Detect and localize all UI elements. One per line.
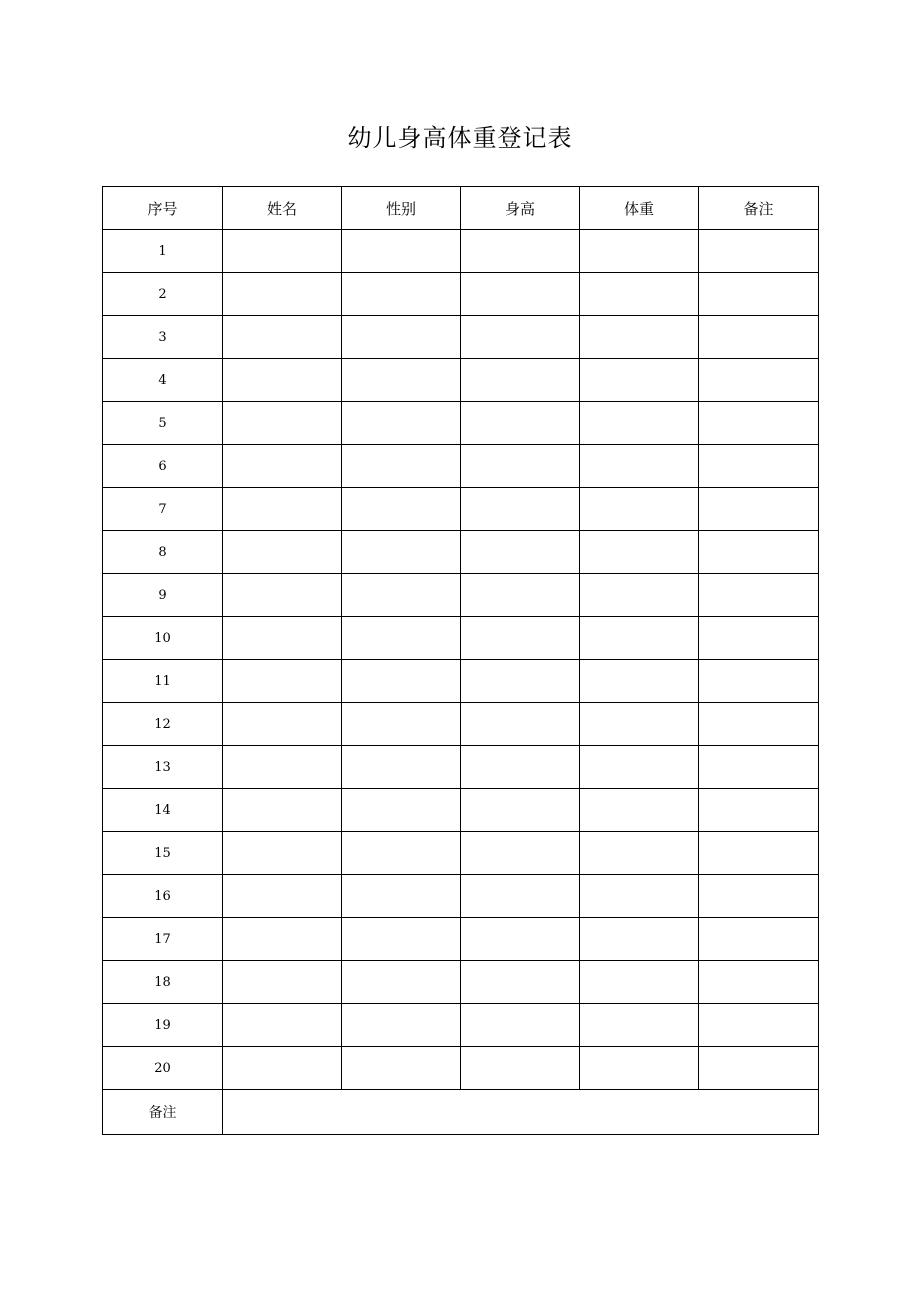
- weight-cell[interactable]: [580, 660, 699, 703]
- name-cell[interactable]: [223, 488, 342, 531]
- row-index: 6: [103, 445, 223, 488]
- height-cell[interactable]: [461, 445, 580, 488]
- height-cell[interactable]: [461, 832, 580, 875]
- height-cell[interactable]: [461, 961, 580, 1004]
- note-cell[interactable]: [699, 703, 819, 746]
- table-row: [103, 359, 819, 402]
- note-cell[interactable]: [699, 789, 819, 832]
- height-cell[interactable]: [461, 402, 580, 445]
- name-cell[interactable]: [223, 359, 342, 402]
- weight-cell[interactable]: [580, 918, 699, 961]
- table-header-row: [103, 187, 819, 230]
- gender-cell[interactable]: [342, 445, 461, 488]
- table-row: [103, 918, 819, 961]
- weight-cell[interactable]: [580, 445, 699, 488]
- gender-cell[interactable]: [342, 617, 461, 660]
- gender-cell[interactable]: [342, 574, 461, 617]
- weight-cell[interactable]: [580, 574, 699, 617]
- height-cell[interactable]: [461, 918, 580, 961]
- table-row: [103, 230, 819, 273]
- table-row: [103, 789, 819, 832]
- weight-cell[interactable]: [580, 1004, 699, 1047]
- note-cell[interactable]: [699, 1004, 819, 1047]
- gender-cell[interactable]: [342, 961, 461, 1004]
- weight-cell[interactable]: [580, 789, 699, 832]
- note-cell[interactable]: [699, 875, 819, 918]
- name-cell[interactable]: [223, 402, 342, 445]
- table-row: [103, 316, 819, 359]
- table-row: [103, 660, 819, 703]
- name-cell[interactable]: [223, 746, 342, 789]
- height-cell[interactable]: [461, 1004, 580, 1047]
- table-row: [103, 875, 819, 918]
- height-cell[interactable]: [461, 746, 580, 789]
- row-index: 8: [103, 531, 223, 574]
- table-body: [103, 230, 819, 1090]
- table-row: [103, 488, 819, 531]
- table-row: [103, 961, 819, 1004]
- note-cell[interactable]: [699, 402, 819, 445]
- weight-cell[interactable]: [580, 359, 699, 402]
- height-cell[interactable]: [461, 273, 580, 316]
- row-index: 1: [103, 230, 223, 273]
- weight-cell[interactable]: [580, 832, 699, 875]
- header-name: 姓名: [223, 187, 342, 230]
- gender-cell[interactable]: [342, 230, 461, 273]
- page-title: 幼儿身高体重登记表: [347, 124, 573, 152]
- weight-cell[interactable]: [580, 703, 699, 746]
- row-index: 10: [103, 617, 223, 660]
- name-cell[interactable]: [223, 531, 342, 574]
- gender-cell[interactable]: [342, 832, 461, 875]
- table-row: [103, 703, 819, 746]
- gender-cell[interactable]: [342, 746, 461, 789]
- name-cell[interactable]: [223, 445, 342, 488]
- note-cell[interactable]: [699, 531, 819, 574]
- row-index: 15: [103, 832, 223, 875]
- row-index: 20: [103, 1047, 223, 1090]
- weight-cell[interactable]: [580, 746, 699, 789]
- name-cell[interactable]: [223, 961, 342, 1004]
- gender-cell[interactable]: [342, 531, 461, 574]
- note-cell[interactable]: [699, 316, 819, 359]
- name-cell[interactable]: [223, 789, 342, 832]
- weight-cell[interactable]: [580, 273, 699, 316]
- name-cell[interactable]: [223, 875, 342, 918]
- name-cell[interactable]: [223, 316, 342, 359]
- header-weight: 体重: [580, 187, 699, 230]
- weight-cell[interactable]: [580, 531, 699, 574]
- row-index: 14: [103, 789, 223, 832]
- name-cell[interactable]: [223, 1047, 342, 1090]
- weight-cell[interactable]: [580, 402, 699, 445]
- gender-cell[interactable]: [342, 359, 461, 402]
- remarks-label: 备注: [103, 1090, 223, 1135]
- gender-cell[interactable]: [342, 1004, 461, 1047]
- height-cell[interactable]: [461, 574, 580, 617]
- remarks-field[interactable]: [223, 1090, 819, 1135]
- weight-cell[interactable]: [580, 488, 699, 531]
- table-row: [103, 402, 819, 445]
- table-row: [103, 1047, 819, 1090]
- row-index: 2: [103, 273, 223, 316]
- gender-cell[interactable]: [342, 488, 461, 531]
- name-cell[interactable]: [223, 832, 342, 875]
- height-cell[interactable]: [461, 359, 580, 402]
- remarks-row: [103, 1090, 819, 1135]
- note-cell[interactable]: [699, 961, 819, 1004]
- name-cell[interactable]: [223, 230, 342, 273]
- row-index: 16: [103, 875, 223, 918]
- header-note: 备注: [699, 187, 819, 230]
- weight-cell[interactable]: [580, 316, 699, 359]
- gender-cell[interactable]: [342, 918, 461, 961]
- table-row: [103, 531, 819, 574]
- height-cell[interactable]: [461, 1047, 580, 1090]
- name-cell[interactable]: [223, 660, 342, 703]
- gender-cell[interactable]: [342, 789, 461, 832]
- weight-cell[interactable]: [580, 1047, 699, 1090]
- table-row: [103, 574, 819, 617]
- table-row: [103, 1004, 819, 1047]
- table-row: [103, 832, 819, 875]
- note-cell[interactable]: [699, 359, 819, 402]
- note-cell[interactable]: [699, 488, 819, 531]
- name-cell[interactable]: [223, 918, 342, 961]
- table-row: [103, 273, 819, 316]
- name-cell[interactable]: [223, 273, 342, 316]
- row-index: 4: [103, 359, 223, 402]
- row-index: 13: [103, 746, 223, 789]
- gender-cell[interactable]: [342, 316, 461, 359]
- header-index: 序号: [103, 187, 223, 230]
- weight-cell[interactable]: [580, 617, 699, 660]
- weight-cell[interactable]: [580, 961, 699, 1004]
- row-index: 7: [103, 488, 223, 531]
- weight-cell[interactable]: [580, 875, 699, 918]
- height-cell[interactable]: [461, 531, 580, 574]
- name-cell[interactable]: [223, 617, 342, 660]
- height-cell[interactable]: [461, 875, 580, 918]
- row-index: 5: [103, 402, 223, 445]
- table-row: [103, 445, 819, 488]
- gender-cell[interactable]: [342, 1047, 461, 1090]
- gender-cell[interactable]: [342, 273, 461, 316]
- height-cell[interactable]: [461, 617, 580, 660]
- name-cell[interactable]: [223, 574, 342, 617]
- registration-table: [102, 186, 819, 1135]
- row-index: 9: [103, 574, 223, 617]
- note-cell[interactable]: [699, 273, 819, 316]
- note-cell[interactable]: [699, 574, 819, 617]
- weight-cell[interactable]: [580, 230, 699, 273]
- note-cell[interactable]: [699, 230, 819, 273]
- note-cell[interactable]: [699, 1047, 819, 1090]
- row-index: 3: [103, 316, 223, 359]
- note-cell[interactable]: [699, 746, 819, 789]
- name-cell[interactable]: [223, 703, 342, 746]
- header-gender: 性别: [342, 187, 461, 230]
- note-cell[interactable]: [699, 617, 819, 660]
- gender-cell[interactable]: [342, 660, 461, 703]
- height-cell[interactable]: [461, 660, 580, 703]
- height-cell[interactable]: [461, 488, 580, 531]
- table-row: [103, 617, 819, 660]
- row-index: 19: [103, 1004, 223, 1047]
- note-cell[interactable]: [699, 660, 819, 703]
- gender-cell[interactable]: [342, 402, 461, 445]
- note-cell[interactable]: [699, 832, 819, 875]
- gender-cell[interactable]: [342, 875, 461, 918]
- height-cell[interactable]: [461, 316, 580, 359]
- table-row: [103, 746, 819, 789]
- header-height: 身高: [461, 187, 580, 230]
- row-index: 18: [103, 961, 223, 1004]
- row-index: 11: [103, 660, 223, 703]
- row-index: 17: [103, 918, 223, 961]
- note-cell[interactable]: [699, 918, 819, 961]
- height-cell[interactable]: [461, 703, 580, 746]
- height-cell[interactable]: [461, 230, 580, 273]
- height-cell[interactable]: [461, 789, 580, 832]
- gender-cell[interactable]: [342, 703, 461, 746]
- name-cell[interactable]: [223, 1004, 342, 1047]
- note-cell[interactable]: [699, 445, 819, 488]
- row-index: 12: [103, 703, 223, 746]
